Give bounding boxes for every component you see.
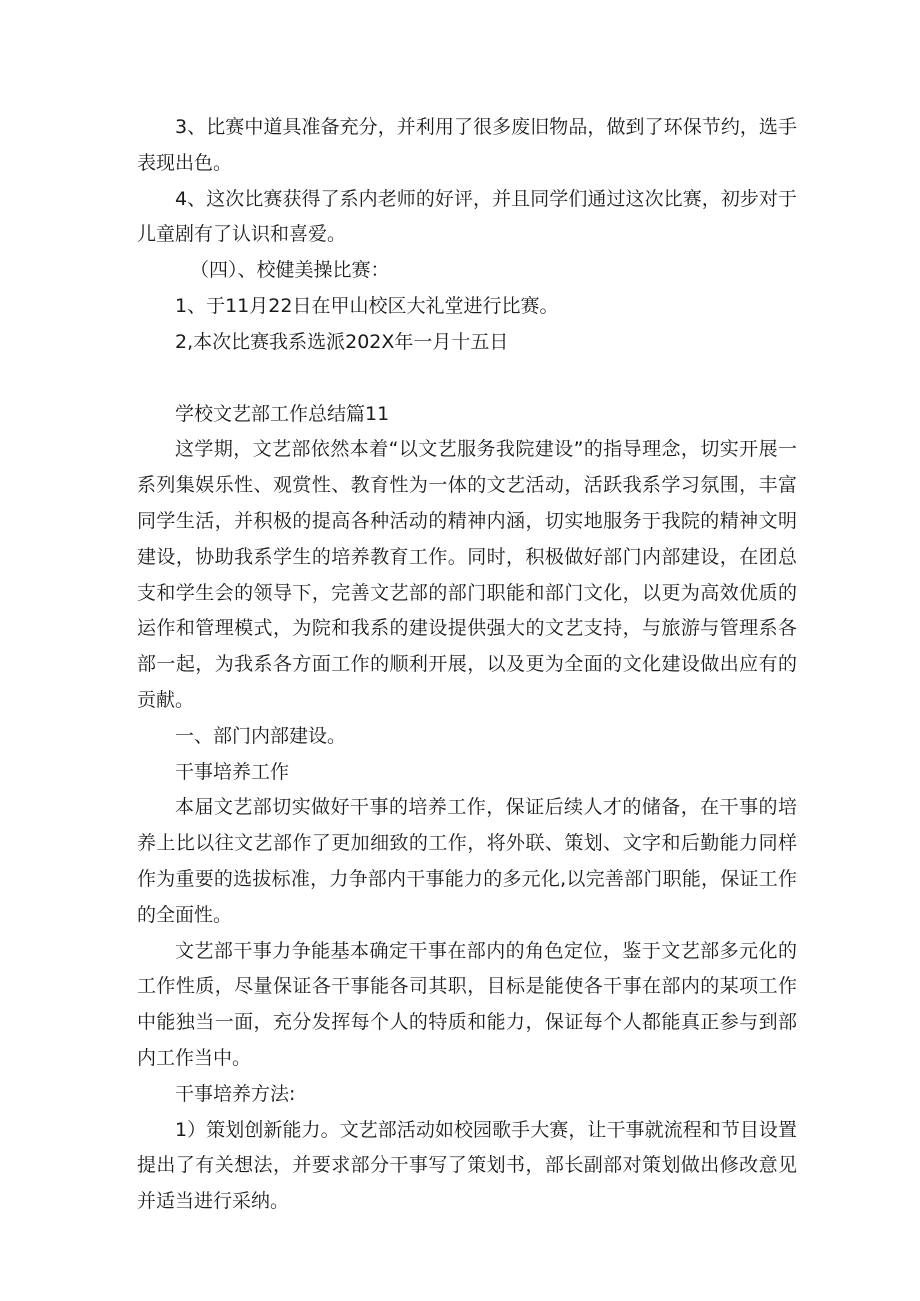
sub-heading-training: 干事培养工作: [175, 760, 290, 783]
paragraph-sub-1: 1、于11月22日在甲山校区大礼堂进行比赛。: [175, 294, 559, 317]
paragraph-item-3: 3、比赛中道具准备充分，并利用了很多废旧物品，做到了环保节约，选手表现出色。: [137, 116, 797, 174]
paragraph-training-2: 文艺部干事力争能基本确定干事在部内的角色定位，鉴于文艺部多元化的工作性质，尽量保证各干事能各司其职，目标是能使各干事在部内的某项工作中能独当一面，充分发挥每个人的特质和能力，保证每个人都能真正参与到部内工作当中。: [137, 939, 797, 1069]
section-heading-1: 一、部门内部建设。: [175, 724, 347, 747]
paragraph-training-1: 本届文艺部切实做好干事的培养工作，保证后续人才的储备，在干事的培养上比以往文艺部作了更加细致的工作，将外联、策划、文字和后勤能力同样作为重要的选拔标准，力争部内干事能力的多元化,以完善部门职能，保证工作的全面性。: [137, 796, 797, 926]
article-intro: 这学期，文艺部依然本着“以文艺服务我院建设”的指导理念，切实开展一系列集娱乐性、观赏性、教育性为一体的文艺活动，活跃我系学习氛围，丰富同学生活，并积极的提高各种活动的精神内涵，切实地服务于我院的精神文明建设，协助我系学生的培养教育工作。同时，积极做好部门内部建设，在团总支和学生会的领导下，完善文艺部的部门职能和部门文化，以更为高效优质的运作和管理模式，为院和我系的建设提供强大的文艺支持，与旅游与管理系各部一起，为我系各方面工作的顺利开展，以及更为全面的文化建设做出应有的贡献。: [137, 438, 797, 711]
heading-gymnastics: （四）、校健美操比赛：: [190, 259, 390, 282]
section-gap: [137, 361, 797, 397]
article-title: 学校文艺部工作总结篇11: [175, 402, 390, 425]
document-body: [137, 110, 797, 1220]
paragraph-method-1: 1）策划创新能力。文艺部活动如校园歌手大赛，让干事就流程和节目设置提出了有关想法，并要求部分干事写了策划书，部长副部对策划做出修改意见并适当进行采纳。: [137, 1118, 797, 1213]
paragraph-item-4: 4、这次比赛获得了系内老师的好评，并且同学们通过这次比赛，初步对于儿童剧有了认识和喜爱。: [137, 187, 797, 246]
sub-heading-methods: 干事培养方法:: [175, 1082, 296, 1105]
paragraph-sub-2: 2,本次比赛我系选派202X年一月十五日: [175, 330, 509, 353]
